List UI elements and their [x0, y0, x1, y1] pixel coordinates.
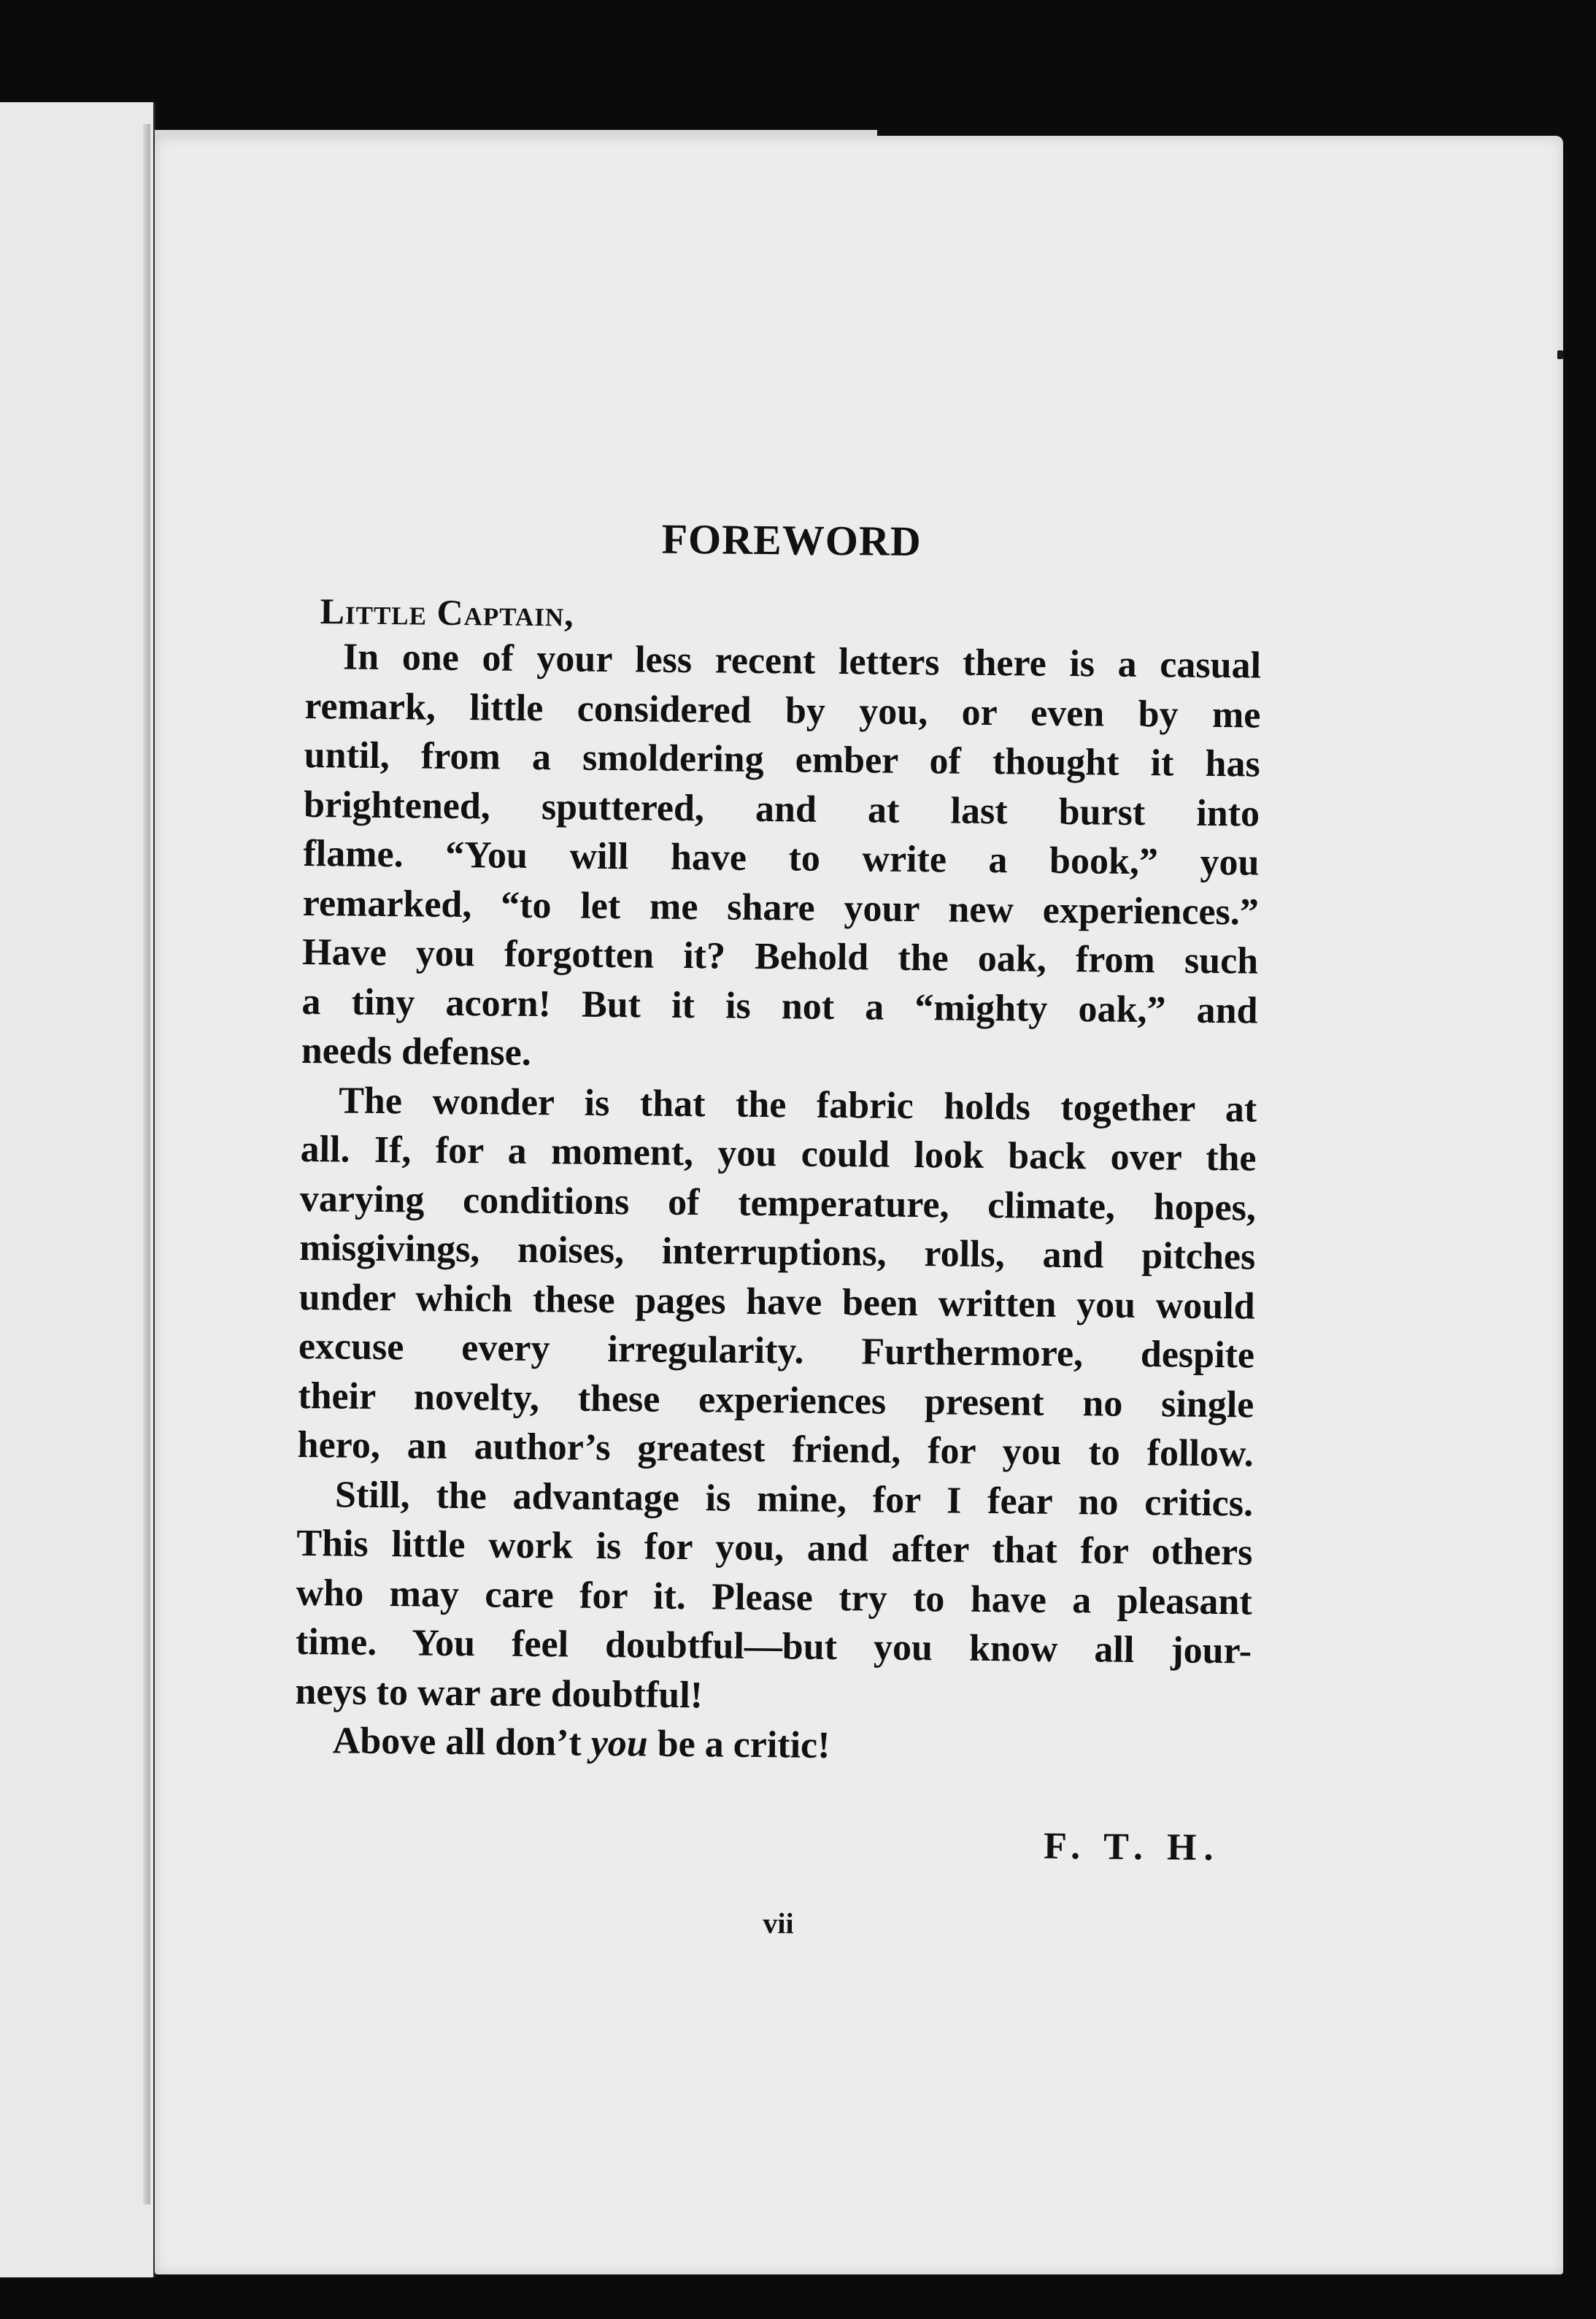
text-line: who may care for it. Please try to have a pleasant	[296, 1572, 1252, 1623]
text-line: remarked, “to let me share your new experiences.”	[302, 882, 1260, 934]
closing-text-emphasis: you	[590, 1722, 649, 1765]
page-gutter-shadow	[143, 124, 150, 2204]
text-line: brightened, sputtered, and at last burst into	[303, 783, 1260, 835]
text-line: needs defense.	[301, 1029, 532, 1074]
text-line: Still, the advantage is mine, for I fear no critics.	[334, 1473, 1254, 1525]
closing-text-before: Above all don’t	[332, 1720, 592, 1764]
text-line: all. If, for a moment, you could look back over the	[300, 1128, 1257, 1180]
text-line: misgivings, noises, interruptions, rolls, and pitches	[299, 1226, 1256, 1278]
text-line: flame. “You will have to write a book,” you	[303, 832, 1260, 884]
text-line: Have you forgotten it? Behold the oak, from such	[301, 931, 1259, 982]
text-line: The wonder is that the fabric holds together at	[338, 1079, 1257, 1131]
closing-text-after: be a critic!	[647, 1723, 830, 1766]
salutation: Little Captain,	[320, 591, 574, 634]
signature: F. T. H.	[1043, 1825, 1221, 1869]
page-text-block	[293, 511, 1277, 1980]
text-line: neys to war are doubtful!	[295, 1670, 703, 1716]
text-line: time. You feel doubtful—but you know all jour-	[295, 1620, 1252, 1672]
text-line: varying conditions of temperature, climate, hopes,	[299, 1177, 1257, 1229]
text-line: their novelty, these experiences present no single	[298, 1374, 1254, 1426]
text-line: This little work is for you, and after that for others	[296, 1522, 1253, 1574]
text-line: hero, an author’s greatest friend, for you to follow.	[297, 1423, 1254, 1475]
previous-page-edge	[0, 102, 155, 2277]
text-line: In one of your less recent letters there is a casual	[342, 636, 1262, 687]
page-title: FOREWORD	[661, 515, 922, 566]
text-line: excuse every irregularity. Furthermore, despite	[298, 1325, 1255, 1377]
closing-line	[332, 1718, 1251, 1774]
text-line: a tiny acorn! But it is not a “mighty oak,” and	[301, 980, 1258, 1032]
text-line: until, from a smoldering ember of thought it has	[304, 734, 1261, 785]
page-number: vii	[763, 1907, 794, 1940]
text-line: under which these pages have been written you would	[298, 1276, 1255, 1328]
text-line: remark, little considered by you, or even by me	[304, 685, 1261, 737]
margin-speck	[1557, 350, 1563, 359]
